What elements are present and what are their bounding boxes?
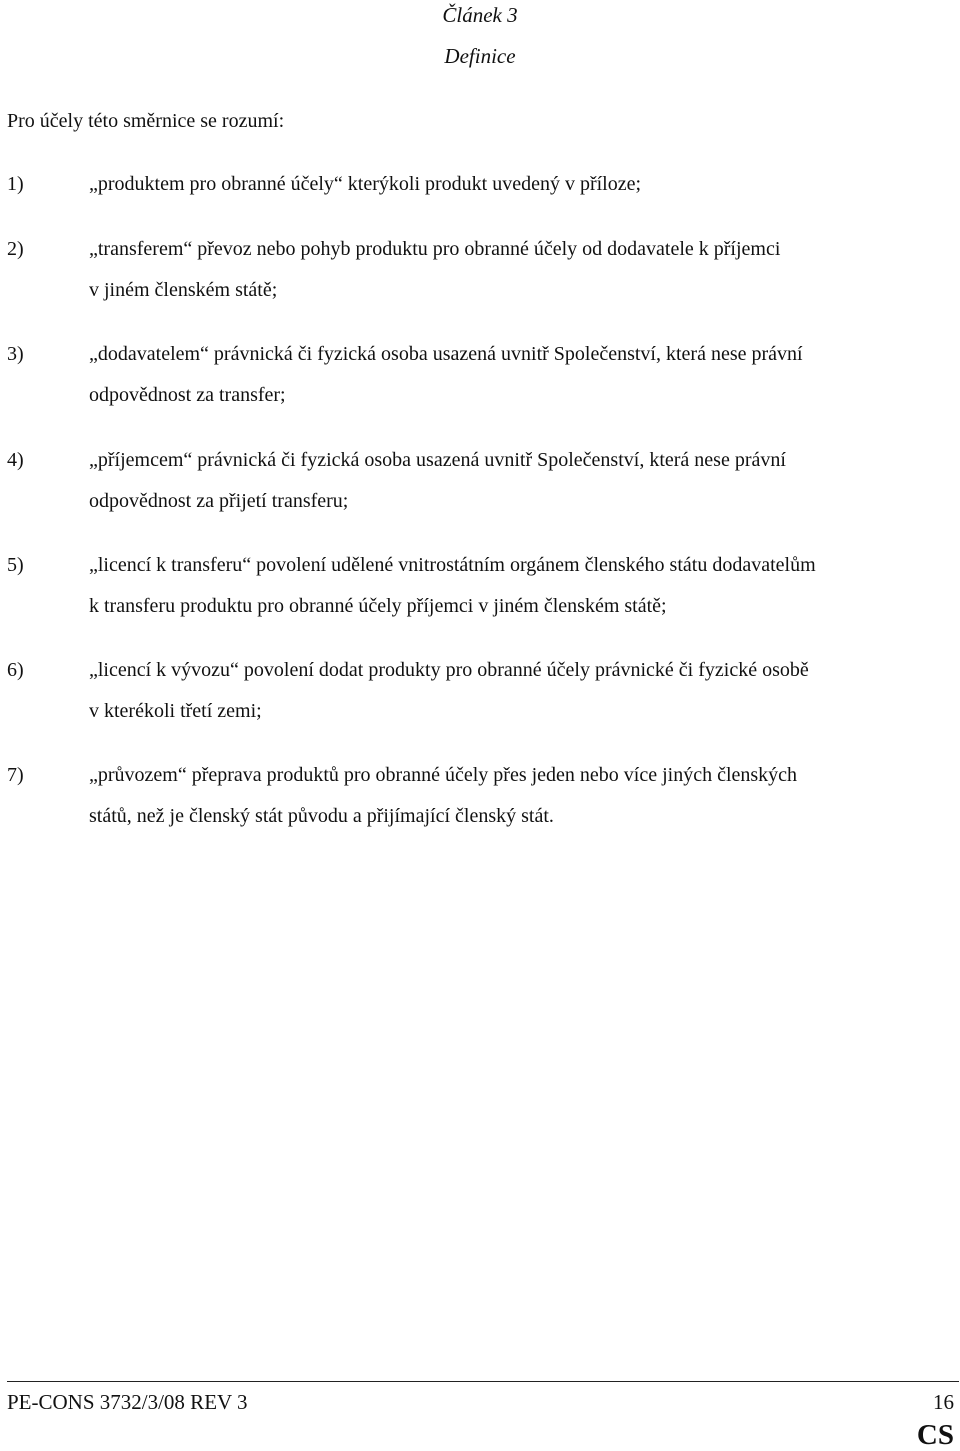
definition-line: států, než je členský stát původu a přijímající členský stát. <box>89 805 554 827</box>
definition-text <box>89 650 954 732</box>
definition-line: „produktem pro obranné účely“ kterýkoli produkt uvedený v příloze; <box>89 173 642 195</box>
definition-line: k transferu produktu pro obranné účely příjemci v jiném členském státě; <box>89 595 667 617</box>
definition-line: „průvozem“ přeprava produktů pro obranné účely přes jeden nebo více jiných členských <box>89 764 798 786</box>
footer-language-code: CS <box>916 1419 954 1451</box>
definition-number: 4) <box>7 449 24 471</box>
definition-line: odpovědnost za přijetí transferu; <box>89 490 349 512</box>
definition-line: „licencí k transferu“ povolení udělené vnitrostátním orgánem členského státu dodavatelům <box>89 554 816 576</box>
definition-line: „dodavatelem“ právnická či fyzická osoba usazená uvnitř Společenství, která nese právní <box>89 343 803 365</box>
article-title: Definice <box>444 44 516 68</box>
definition-number: 6) <box>7 659 24 681</box>
article-number: Článek 3 <box>442 3 518 27</box>
definition-line: „transferem“ převoz nebo pohyb produktu pro obranné účely od dodavatele k příjemci <box>89 238 781 260</box>
definition-number: 2) <box>7 238 24 260</box>
definition-text <box>89 545 954 627</box>
definition-line: „licencí k vývozu“ povolení dodat produkty pro obranné účely právnické či fyzické osobě <box>89 659 809 681</box>
definition-number: 3) <box>7 343 24 365</box>
definition-number: 7) <box>7 764 24 786</box>
definition-text <box>89 334 954 416</box>
footer-page-number: 16 <box>933 1390 954 1414</box>
definition-line: „příjemcem“ právnická či fyzická osoba usazená uvnitř Společenství, která nese právní <box>89 449 786 471</box>
definition-number: 5) <box>7 554 24 576</box>
definition-text <box>89 755 954 837</box>
definition-text <box>89 164 954 205</box>
definition-number: 1) <box>7 173 24 195</box>
definition-text <box>89 229 954 311</box>
intro-text: Pro účely této směrnice se rozumí: <box>7 110 285 132</box>
definition-line: v jiném členském státě; <box>89 279 278 301</box>
definition-line: v kterékoli třetí zemi; <box>89 700 262 722</box>
footer-rule <box>7 1381 959 1382</box>
definition-line: odpovědnost za transfer; <box>89 384 286 406</box>
definition-text <box>89 440 954 522</box>
footer-document-id: PE-CONS 3732/3/08 REV 3 <box>7 1390 248 1414</box>
